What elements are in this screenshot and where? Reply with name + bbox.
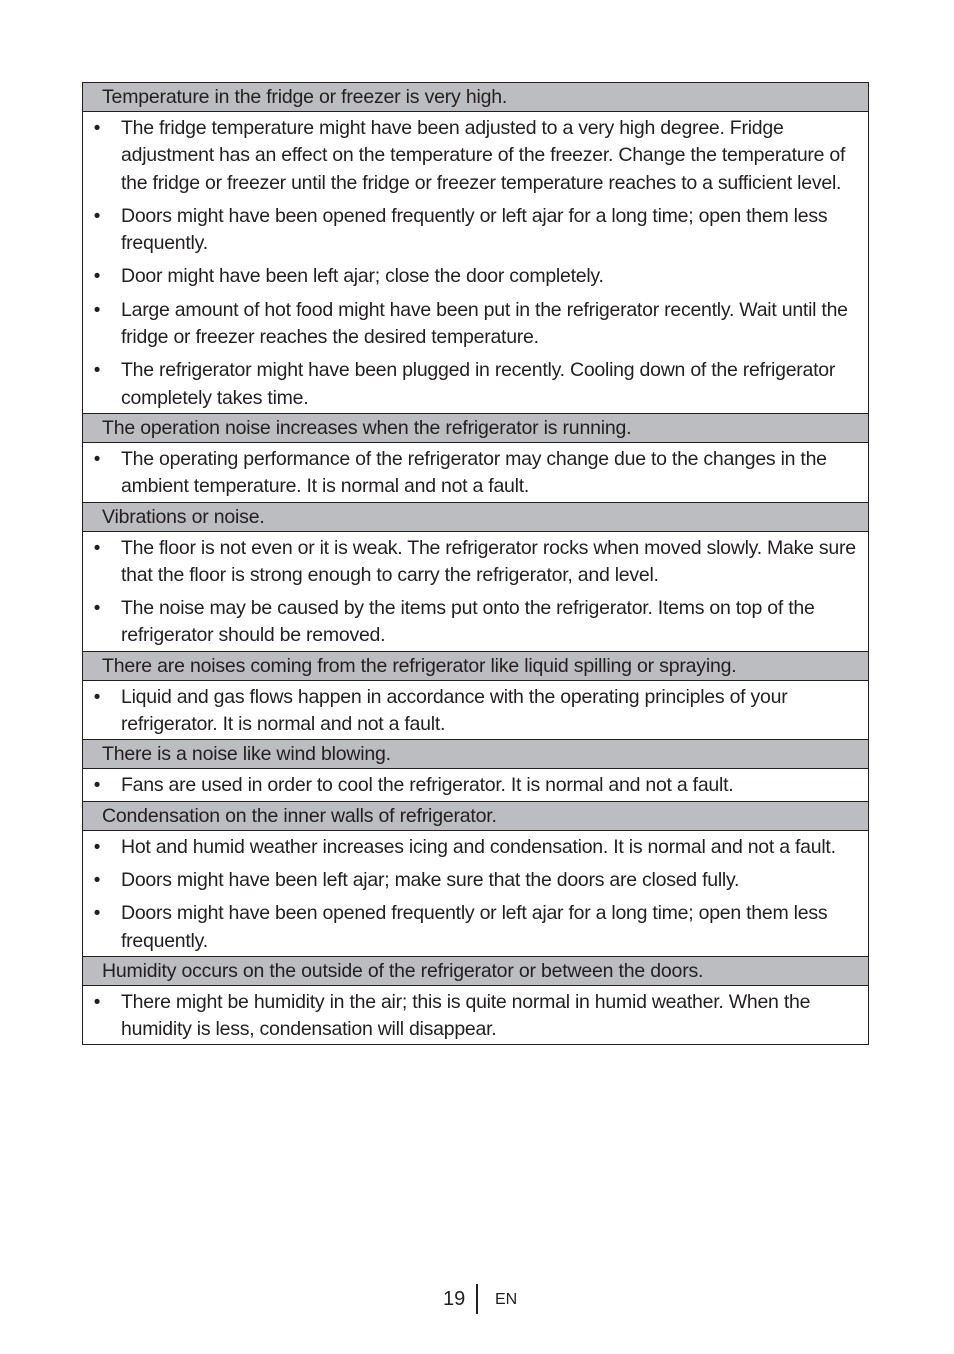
bullet-icon: • — [93, 537, 101, 559]
troubleshooting-table — [82, 82, 869, 1045]
bullet-icon: • — [93, 266, 101, 288]
bullet-text: Hot and humid weather increases icing and condensation. It is normal and not a fault. — [121, 835, 836, 858]
bullet-icon: • — [93, 598, 101, 620]
bullet-text: Doors might have been opened frequently or left ajar for a long time; open them less frequently. — [121, 902, 828, 952]
section-body — [83, 831, 868, 957]
page-footer — [0, 1284, 954, 1316]
section-header: There are noises coming from the refrigerator like liquid spilling or spraying. — [83, 652, 868, 681]
bullet-icon: • — [93, 869, 101, 891]
bullet-text: The noise may be caused by the items put onto the refrigerator. Items on top of the refrigerator should be removed. — [121, 597, 815, 647]
bullet-text: The refrigerator might have been plugged in recently. Cooling down of the refrigerator completely takes time. — [121, 359, 836, 409]
section-header: Humidity occurs on the outside of the refrigerator or between the doors. — [83, 957, 868, 986]
bullet-item — [83, 989, 858, 1044]
section-body — [83, 532, 868, 652]
bullet-icon: • — [93, 360, 101, 382]
bullet-text: Fans are used in order to cool the refrigerator. It is normal and not a fault. — [121, 774, 734, 797]
bullet-item — [83, 684, 858, 739]
section-header: Vibrations or noise. — [83, 503, 868, 532]
section-header: There is a noise like wind blowing. — [83, 740, 868, 769]
bullet-icon: • — [93, 903, 101, 925]
bullet-icon: • — [93, 118, 101, 139]
bullet-text: There might be humidity in the air; this is quite normal in humid weather. When the humidity is less, condensation will disappear. — [121, 990, 811, 1041]
section-body — [83, 769, 868, 801]
bullet-item — [83, 595, 858, 650]
bullet-item — [83, 834, 858, 861]
bullet-text: The fridge temperature might have been adjusted to a very high degree. Fridge adjustment has an effect on the temperature of the freezer. Change the temperature of the fridge or freezer until the fridge or freezer temperature reaches to a sufficient level. — [121, 117, 846, 194]
bullet-item — [83, 900, 858, 955]
section-header: The operation noise increases when the refrigerator is running. — [83, 414, 868, 443]
section-body — [83, 112, 868, 414]
bullet-icon: • — [93, 775, 101, 797]
bullet-item — [83, 297, 858, 352]
bullet-icon: • — [93, 836, 101, 858]
section-header: Condensation on the inner walls of refrigerator. — [83, 802, 868, 831]
bullet-icon: • — [93, 686, 101, 708]
bullet-item — [83, 867, 858, 894]
section-body — [83, 443, 868, 503]
bullet-text: Door might have been left ajar; close the door completely. — [121, 265, 604, 288]
language-code: EN — [495, 1291, 518, 1308]
bullet-item — [83, 203, 858, 258]
bullet-item — [83, 357, 858, 412]
bullet-icon: • — [93, 205, 101, 227]
bullet-icon: • — [93, 299, 101, 321]
bullet-item — [83, 263, 858, 290]
section-body — [83, 986, 868, 1045]
bullet-icon: • — [93, 991, 101, 1013]
bullet-item — [83, 115, 858, 197]
bullet-text: Doors might have been opened frequently or left ajar for a long time; open them less frequently. — [121, 204, 828, 255]
bullet-text: The operating performance of the refrigerator may change due to the changes in the ambient temperature. It is normal and not a fault. — [121, 447, 827, 498]
bullet-text: Doors might have been left ajar; make sure that the doors are closed fully. — [121, 868, 740, 891]
bullet-icon: • — [93, 448, 101, 470]
bullet-text: Large amount of hot food might have been put in the refrigerator recently. Wait until the fridge or freezer reaches the desired temperature. — [121, 298, 848, 349]
bullet-item — [83, 772, 858, 799]
bullet-item — [83, 446, 858, 501]
section-header: Temperature in the fridge or freezer is very high. — [83, 83, 868, 112]
footer-divider — [476, 1284, 478, 1314]
section-body — [83, 681, 868, 741]
bullet-text: The floor is not even or it is weak. The refrigerator rocks when moved slowly. Make sure that the floor is strong enough to carry the refrigerator, and level. — [121, 536, 856, 586]
bullet-text: Liquid and gas flows happen in accordance with the operating principles of your refrigerator. It is normal and not a fault. — [121, 685, 788, 736]
page-number: 19 — [443, 1288, 466, 1310]
bullet-item — [83, 535, 858, 590]
